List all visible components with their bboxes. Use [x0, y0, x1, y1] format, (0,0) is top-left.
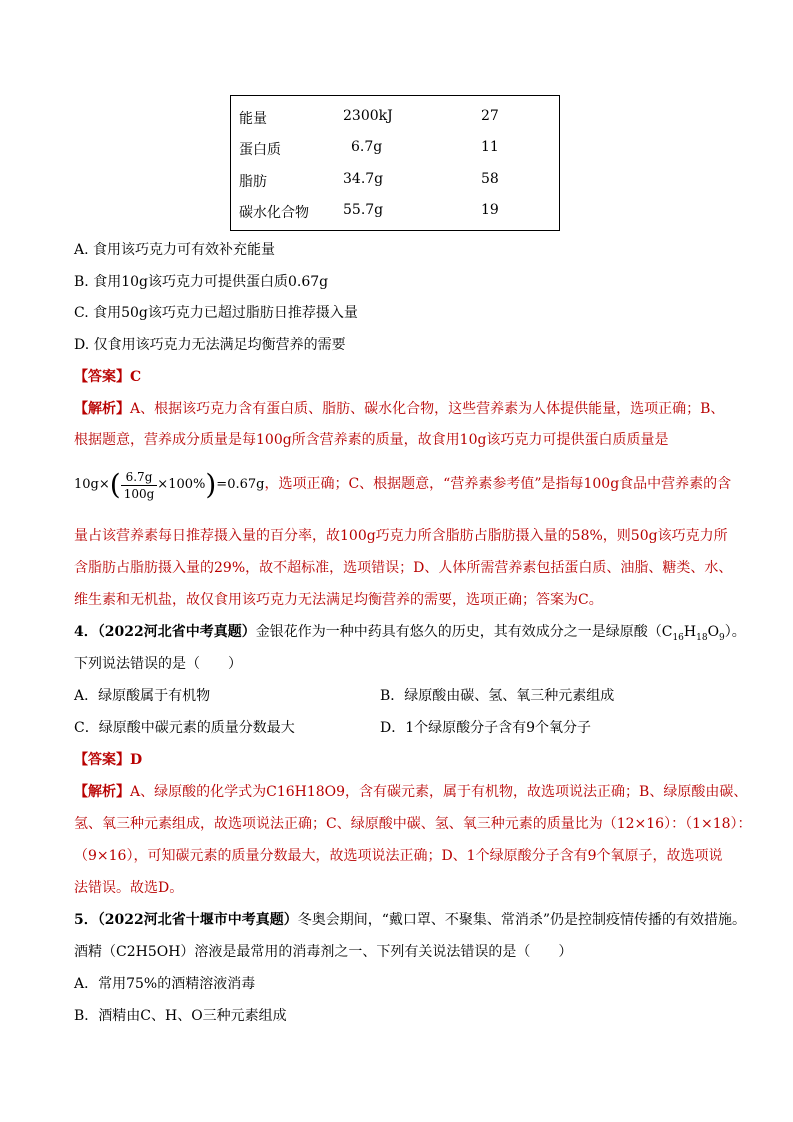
formula-result: =0.67g [216, 477, 265, 492]
q3-formula-line [74, 464, 731, 505]
q4-option-a: A．绿原酸属于有机物 [74, 688, 211, 704]
table-cell-amount: 55.7g [343, 202, 384, 218]
analysis-text: ，选项正确；C、根据题意，“营养素参考值”是指每100g食品中营养素的含 [264, 476, 732, 492]
question-text: 冬奥会期间，“戴口罩、不聚集、常消杀”仍是控制疫情传播的有效措施。 [297, 912, 747, 928]
table-cell-name: 脂肪 [239, 174, 267, 190]
table-cell-nrv: 27 [481, 108, 499, 124]
table-cell-name: 蛋白质 [239, 142, 281, 158]
table-row [231, 108, 561, 128]
formula-part: O [707, 624, 720, 640]
question-text: 金银花作为一种中药具有悠久的历史，其有效成分之一是绿原酸（C [255, 624, 673, 640]
q4-analysis-line [74, 782, 747, 802]
formula-part: H [683, 624, 697, 640]
q4-option-c: C．绿原酸中碳元素的质量分数最大 [74, 720, 295, 736]
q3-option-a: A. 食用该巧克力可有效补充能量 [74, 242, 276, 258]
q3-answer: 【答案】C [74, 369, 142, 385]
table-cell-amount: 34.7g [343, 171, 384, 187]
question-heading: 4．（2022河北省中考真题） [74, 624, 256, 640]
table-cell-amount: 2300kJ [343, 108, 393, 124]
q3-option-c: C. 食用50g该巧克力已超过脂肪日推荐摄入量 [74, 305, 358, 321]
table-cell-amount: 6.7g [351, 139, 383, 155]
q4-option-d: D．1个绿原酸分子含有9个氧分子 [380, 720, 592, 736]
q3-option-b: B. 食用10g该巧克力可提供蛋白质0.67g [74, 274, 329, 290]
table-cell-name: 能量 [239, 111, 267, 127]
table-cell-nrv: 19 [481, 202, 499, 218]
q4-answer: 【答案】D [74, 752, 143, 768]
q3-option-d: D. 仅食用该巧克力无法满足均衡营养的需要 [74, 337, 346, 353]
analysis-text: A、根据该巧克力含有蛋白质、脂肪、碳水化合物，这些营养素为人体提供能量，选项正确；B、 [130, 401, 725, 417]
table-cell-name: 碳水化合物 [239, 205, 309, 221]
question-heading: 5．（2022河北省十堰市中考真题） [74, 912, 298, 928]
q3-analysis-line: 维生素和无机盐，故仅食用该巧克力无法满足均衡营养的需要，选项正确；答案为C。 [74, 592, 603, 608]
table-row [231, 202, 561, 222]
paren-right: ) [205, 468, 217, 501]
nutrition-table [230, 95, 560, 231]
q4-option-b: B．绿原酸由碳、氢、氧三种元素组成 [380, 688, 615, 704]
question-text: ）。 [724, 624, 746, 640]
subscript: 16 [672, 632, 684, 643]
subscript: 9 [719, 632, 725, 643]
q3-analysis-line: 量占该营养素每日推荐摄入量的百分率，故100g巧克力所含脂肪占脂肪摄入量的58%，则50g该巧克力所 [74, 528, 728, 544]
q4-stem: 下列说法错误的是（ ） [74, 656, 242, 672]
table-row [231, 139, 561, 159]
formula-lead: 10g× [74, 477, 110, 492]
q3-analysis-line: 根据题意，营养成分质量是每100g所含营养素的质量，故食用10g该巧克力可提供蛋白质质量是 [74, 432, 669, 448]
analysis-label: 【解析】 [74, 784, 130, 800]
fraction-denominator: 100g [123, 486, 155, 501]
q3-analysis-line: 含脂肪占脂肪摄入量的29%，故不超标准，选项错误；D、人体所需营养素包括蛋白质、油脂、糖类、水、 [74, 560, 733, 576]
subscript: 18 [696, 632, 708, 643]
q5-option-a: A．常用75%的酒精溶液消毒 [74, 976, 256, 992]
paren-left: ( [109, 468, 121, 501]
fraction-numerator: 6.7g [121, 469, 158, 486]
formula-tail: ×100% [157, 477, 206, 492]
q4-analysis-line: 法错误。故选D。 [74, 880, 184, 896]
table-cell-nrv: 58 [481, 171, 499, 187]
q4-analysis-line: 氢、氧三种元素组成，故选项说法正确；C、绿原酸中碳、氢、氧三种元素的质量比为（12×16）：（1×18）： [74, 816, 752, 832]
table-cell-nrv: 11 [481, 139, 499, 155]
q5-option-b: B．酒精由C、H、O三种元素组成 [74, 1008, 287, 1024]
q5-stem [74, 910, 746, 930]
table-row [231, 171, 561, 191]
q3-analysis-line [74, 399, 724, 419]
q4-analysis-line: （9×16），可知碳元素的质量分数最大，故选项说法正确；D、1个绿原酸分子含有9个氧原子，故选项说 [74, 848, 723, 864]
q4-stem [74, 622, 746, 648]
formula [74, 465, 264, 505]
fraction [121, 469, 158, 502]
analysis-label: 【解析】 [74, 401, 130, 417]
analysis-text: A、绿原酸的化学式为C16H18O9，含有碳元素，属于有机物，故选项说法正确；B、绿原酸由碳、 [130, 784, 748, 800]
q5-stem: 酒精（C2H5OH）溶液是最常用的消毒剂之一、下列有关说法错误的是（ ） [74, 944, 573, 960]
